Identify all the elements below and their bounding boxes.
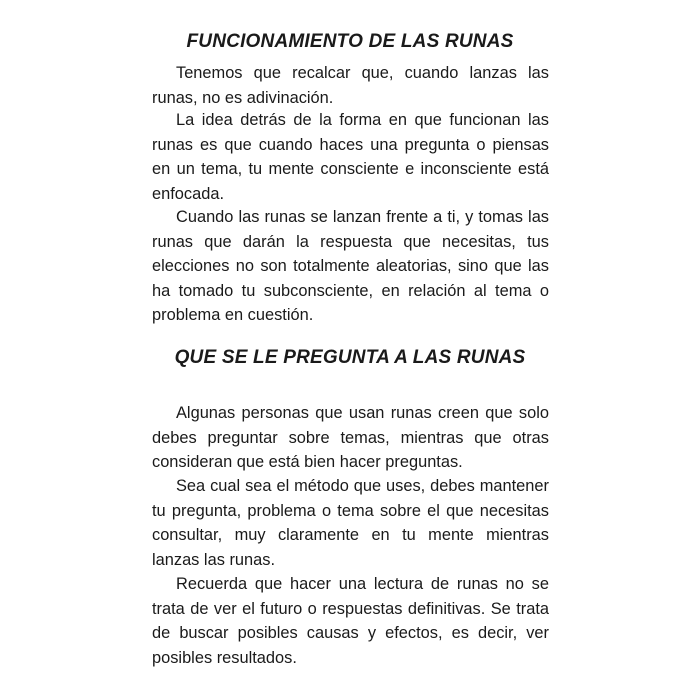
paragraph: Cuando las runas se lanzan frente a ti, y tomas las runas que darán la respuesta que necesitas, tus elecciones no son totalmente aleatorias, sino que las ha tomado tu subconsciente, en relación al tema o problema en cuestión. [152, 208, 549, 324]
section-title-funcionamiento: FUNCIONAMIENTO DE LAS RUNAS [186, 31, 514, 52]
paragraph: La idea detrás de la forma en que funcionan las runas es que cuando haces una pregunta o piensas en un tema, tu mente consciente e inconsciente está enfocada. [152, 111, 549, 203]
paragraph: Sea cual sea el método que uses, debes mantener tu pregunta, problema o tema sobre el que necesitas consultar, muy claramente en tu mente mientras lanzas las runas. [152, 477, 549, 569]
paragraph: Tenemos que recalcar que, cuando lanzas las runas, no es adivinación. [152, 64, 549, 107]
section-title-que-se-le-pregunta: QUE SE LE PREGUNTA A LAS RUNAS [174, 347, 526, 368]
paragraph: Recuerda que hacer una lectura de runas no se trata de ver el futuro o respuestas definitivas. Se trata de buscar posibles causas y efectos, es decir, ver posibles resultados. [152, 575, 549, 667]
paragraph: Algunas personas que usan runas creen que solo debes preguntar sobre temas, mientras que otras consideran que está bien hacer preguntas. [152, 404, 549, 471]
